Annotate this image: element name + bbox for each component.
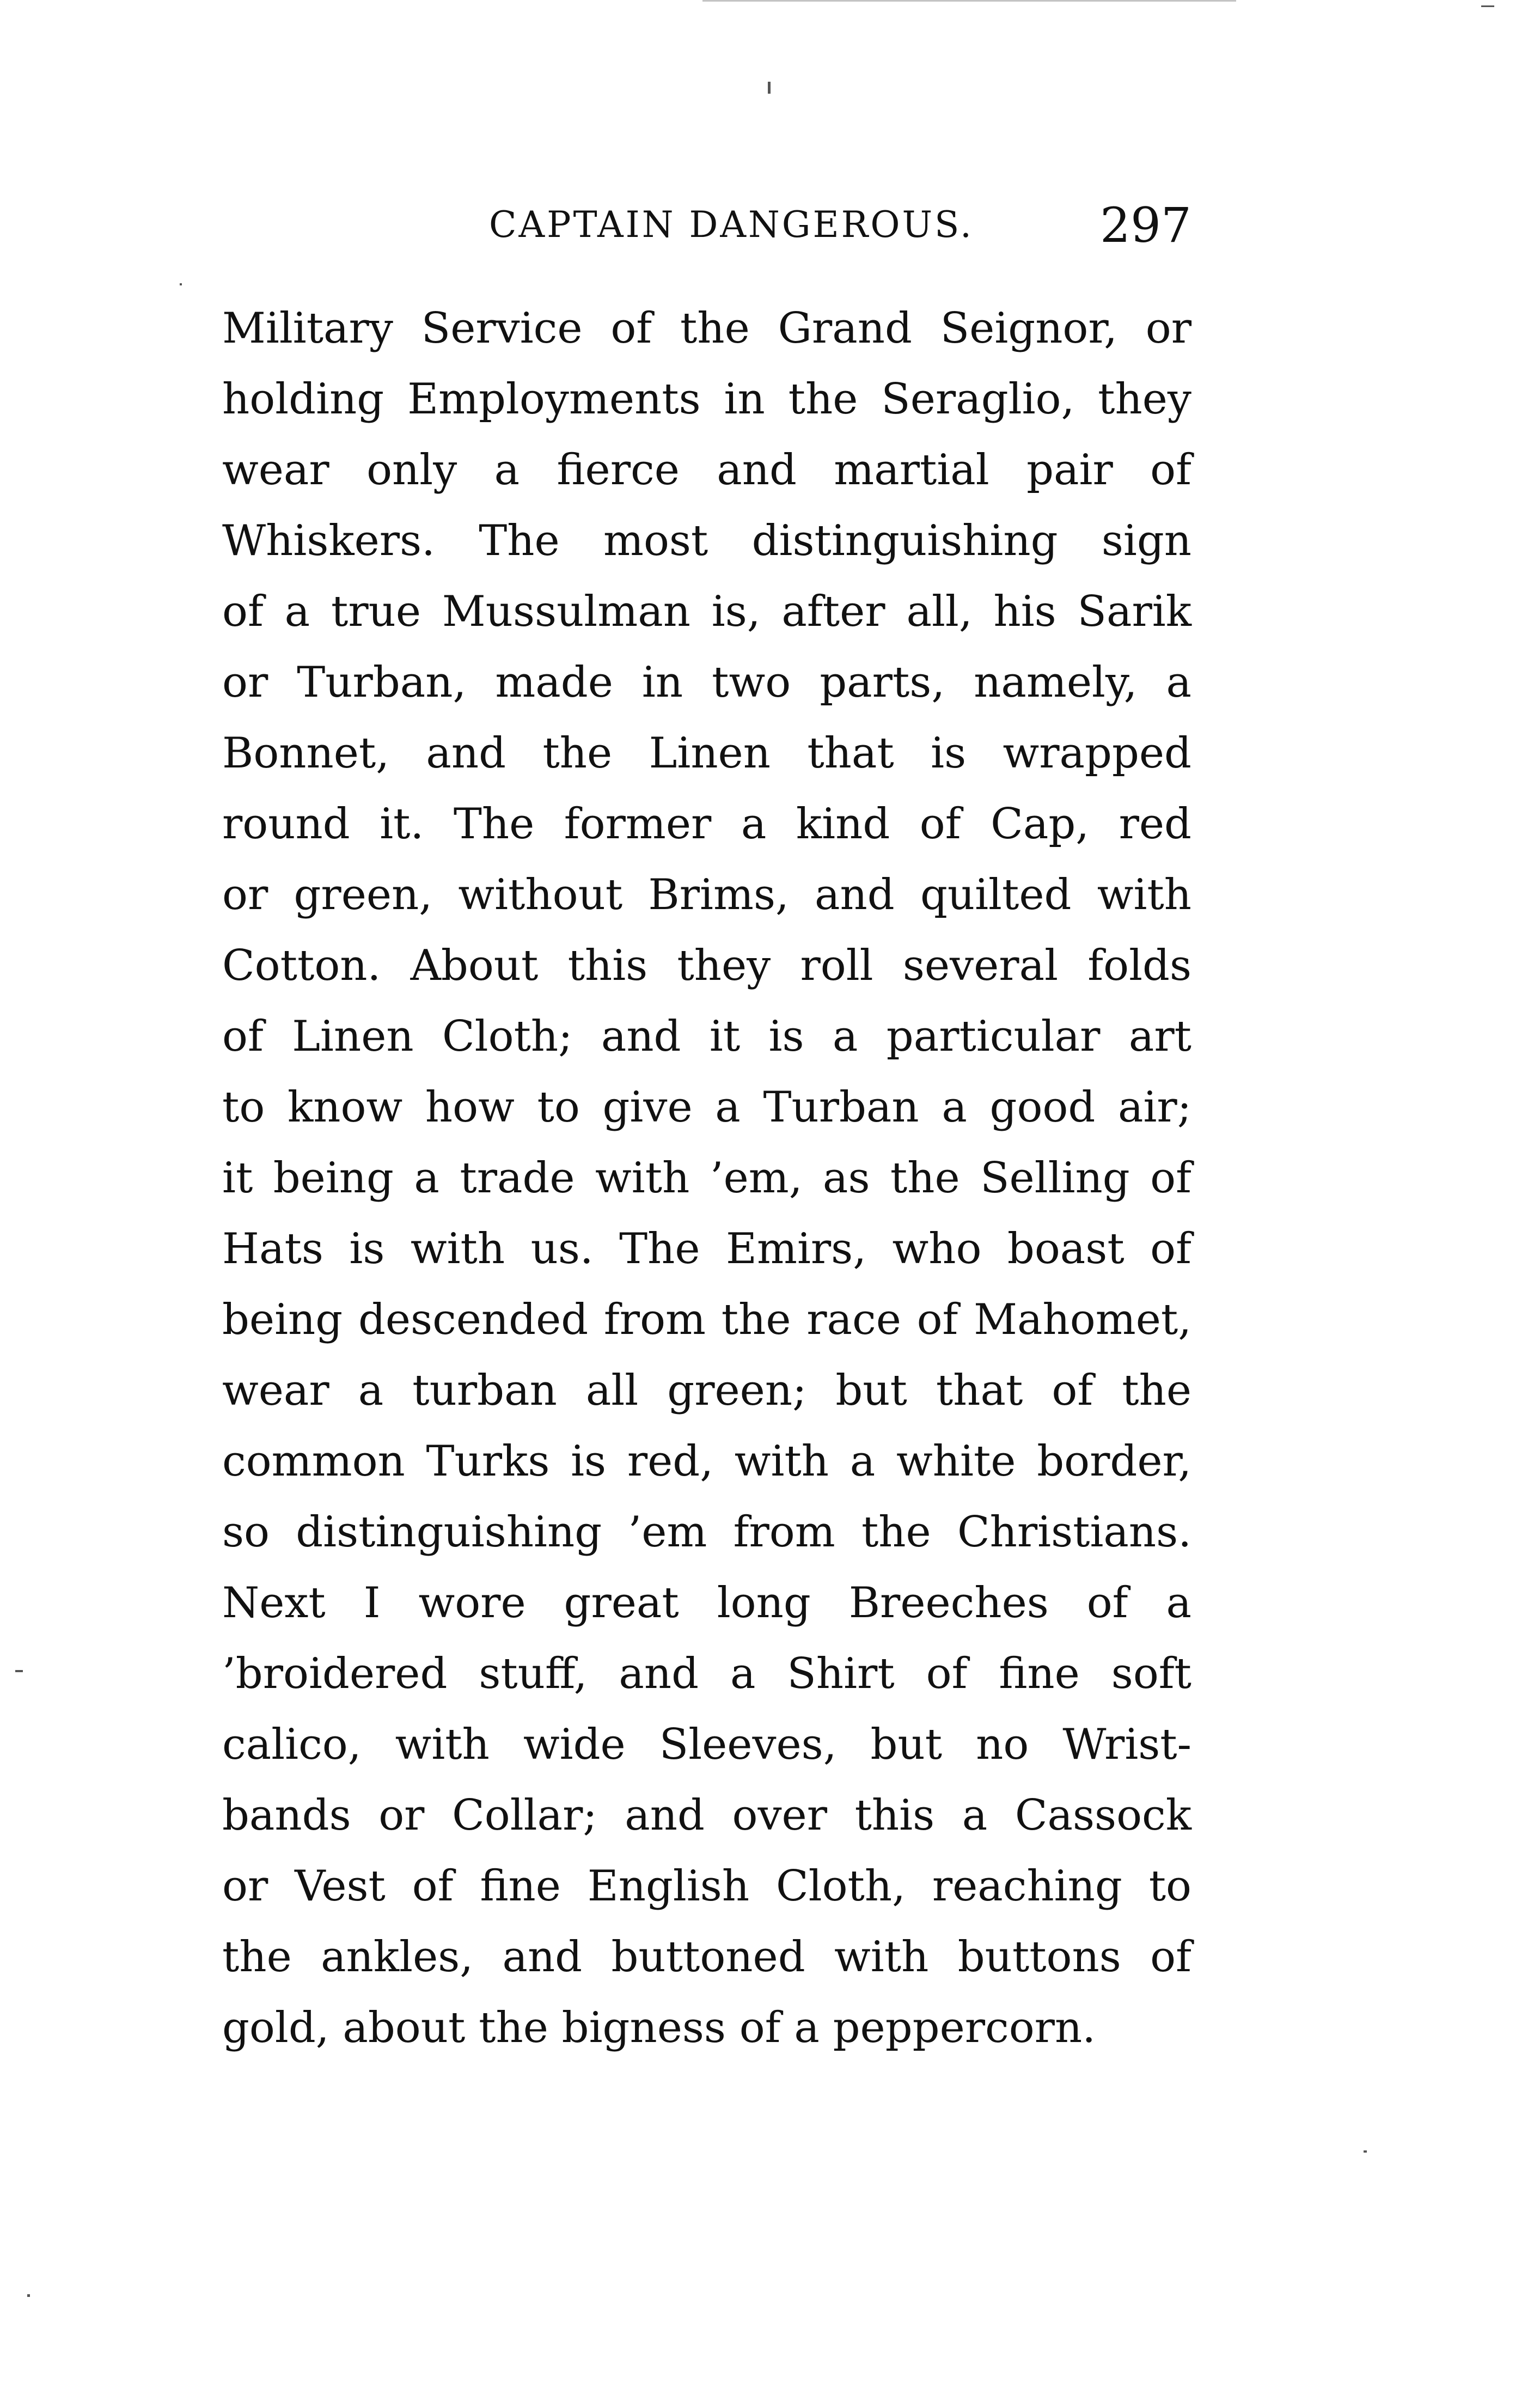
text-line: holding Employments in the Seraglio, they bbox=[222, 375, 1191, 424]
scan-speck bbox=[1481, 5, 1494, 7]
text-line: Military Service of the Grand Seignor, or bbox=[222, 304, 1191, 353]
running-head bbox=[222, 197, 1191, 267]
text-line: so distinguishing ’em from the Christians. bbox=[222, 1508, 1191, 1557]
text-line: being descended from the race of Mahomet, bbox=[222, 1295, 1191, 1344]
text-line: common Turks is red, with a white border, bbox=[222, 1437, 1191, 1486]
text-line: calico, with wide Sleeves, but no Wrist- bbox=[222, 1720, 1191, 1769]
scan-speck bbox=[702, 0, 1236, 2]
scan-speck bbox=[768, 82, 771, 94]
text-line: round it. The former a kind of Cap, red bbox=[222, 800, 1191, 849]
text-line: gold, about the bigness of a peppercorn. bbox=[222, 2003, 1096, 2052]
text-line: of a true Mussulman is, after all, his Sarik bbox=[222, 587, 1191, 636]
text-line: Whiskers. The most distinguishing sign bbox=[222, 516, 1191, 565]
text-line: the ankles, and buttoned with buttons of bbox=[222, 1933, 1191, 1982]
scan-speck bbox=[1364, 2150, 1367, 2153]
body-text bbox=[222, 293, 1191, 2063]
text-line: wear a turban all green; but that of the bbox=[222, 1366, 1191, 1415]
scan-speck bbox=[15, 1670, 23, 1672]
text-line: to know how to give a Turban a good air; bbox=[222, 1083, 1191, 1132]
text-line: of Linen Cloth; and it is a particular art bbox=[222, 1012, 1191, 1061]
running-title: CAPTAIN DANGEROUS. bbox=[489, 204, 974, 246]
text-line: bands or Collar; and over this a Cassock bbox=[222, 1791, 1191, 1840]
text-line: or Vest of fine English Cloth, reaching to bbox=[222, 1862, 1191, 1911]
scan-speck bbox=[27, 2294, 30, 2297]
text-line: it being a trade with ’em, as the Selling of bbox=[222, 1154, 1191, 1203]
text-line: Next I wore great long Breeches of a bbox=[222, 1578, 1191, 1628]
text-line: Cotton. About this they roll several folds bbox=[222, 941, 1191, 990]
scan-speck bbox=[180, 283, 182, 285]
text-line: ’broidered stuff, and a Shirt of fine soft bbox=[222, 1649, 1191, 1698]
text-line: Bonnet, and the Linen that is wrapped bbox=[222, 729, 1191, 778]
text-line: or green, without Brims, and quilted with bbox=[222, 870, 1191, 919]
text-line: Hats is with us. The Emirs, who boast of bbox=[222, 1224, 1191, 1273]
text-line: wear only a fierce and martial pair of bbox=[222, 446, 1191, 495]
page-number: 297 bbox=[1100, 197, 1191, 253]
text-line: or Turban, made in two parts, namely, a bbox=[222, 658, 1191, 707]
